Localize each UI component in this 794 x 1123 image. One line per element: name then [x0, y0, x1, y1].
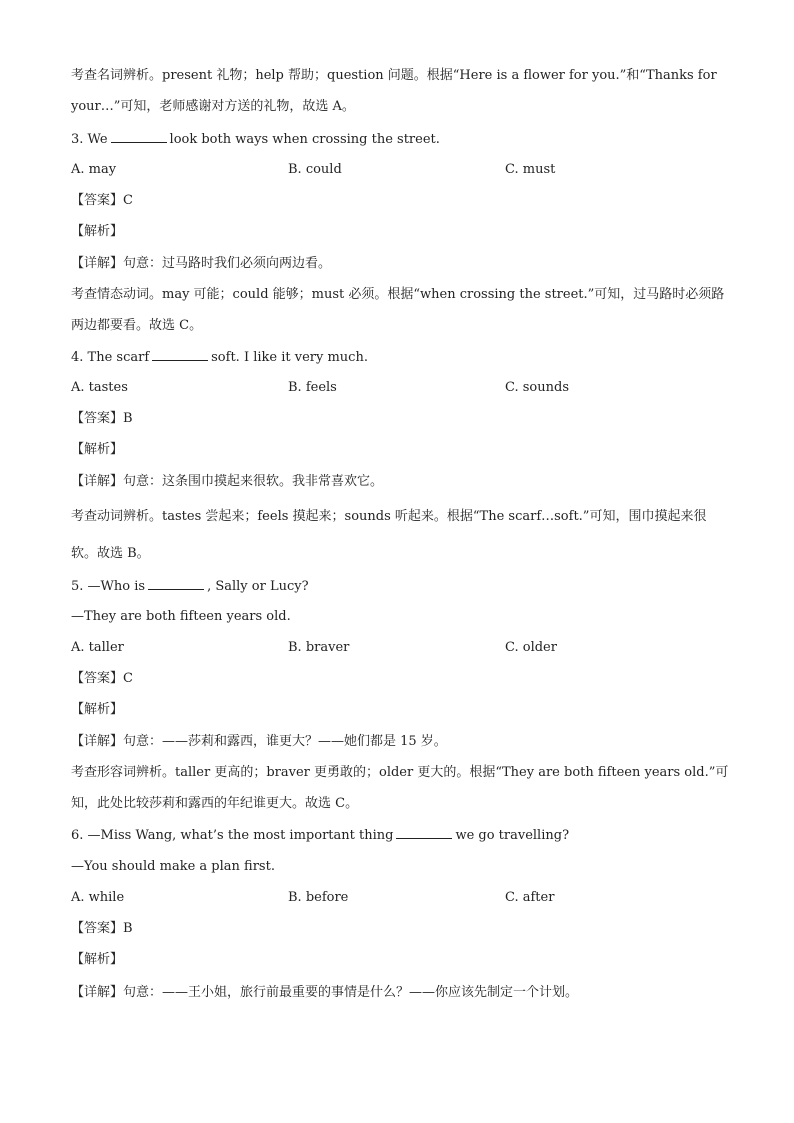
- q5-stem: [71, 577, 714, 596]
- q5-answer: 【答案】C: [71, 671, 133, 686]
- q5-detail: 【详解】句意：——莎莉和露西，谁更大？——她们都是 15 岁。: [71, 734, 447, 749]
- q3-detail: 【详解】句意：过马路时我们必须向两边看。: [71, 256, 332, 271]
- q3-explanation-line1: 考查情态动词。may 可能；could 能够；must 必须。根据“when crossing the street.”可知，过马路时必须路: [71, 287, 725, 302]
- q3-stem: [71, 130, 714, 149]
- q5-blank: [148, 577, 204, 590]
- q4-option-b: B. feels: [288, 380, 337, 395]
- q4-explanation-line1: 考查动词辨析。tastes 尝起来；feels 摸起来；sounds 听起来。根据“The scarf…soft.”可知，围巾摸起来很: [71, 509, 707, 524]
- q6-option-b: B. before: [288, 890, 349, 905]
- q6-analysis-label: 【解析】: [71, 952, 124, 967]
- q5-option-c: C. older: [505, 640, 557, 655]
- q3-stem-before: 3. We: [71, 132, 108, 147]
- q3-analysis-label: 【解析】: [71, 224, 124, 239]
- q2-explanation-line1: 考查名词辨析。present 礼物；help 帮助；question 问题。根据“Here is a flower for you.”和“Thanks for: [71, 68, 717, 83]
- q3-blank: [111, 130, 167, 143]
- q4-stem-after: soft. I like it very much.: [211, 350, 368, 365]
- q6-option-a: A. while: [71, 890, 125, 905]
- q6-stem-before: 6. —Miss Wang, what’s the most important thing: [71, 828, 394, 843]
- q3-option-c: C. must: [505, 162, 556, 177]
- q3-explanation-line2: 两边都要看。故选 C。: [71, 318, 203, 333]
- q3-answer: 【答案】C: [71, 193, 133, 208]
- q5-explanation-line1: 考查形容词辨析。taller 更高的；braver 更勇敢的；older 更大的。根据“They are both fifteen years old.”可: [71, 765, 729, 780]
- q4-analysis-label: 【解析】: [71, 442, 124, 457]
- q4-explanation-line2: 软。故选 B。: [71, 546, 150, 561]
- q4-stem-before: 4. The scarf: [71, 350, 150, 365]
- q6-detail: 【详解】句意：——王小姐，旅行前最重要的事情是什么？——你应该先制定一个计划。: [71, 985, 579, 1000]
- q5-stem-before: 5. —Who is: [71, 579, 146, 594]
- q4-answer: 【答案】B: [71, 411, 133, 426]
- q4-option-c: C. sounds: [505, 380, 569, 395]
- q6-stem-after: we go travelling?: [455, 828, 570, 843]
- q3-option-a: A. may: [71, 162, 117, 177]
- q3-option-b: B. could: [288, 162, 342, 177]
- q5-explanation-line2: 知，此处比较莎莉和露西的年纪谁更大。故选 C。: [71, 796, 359, 811]
- q5-reply: —They are both fifteen years old.: [71, 609, 291, 624]
- q4-stem: [71, 348, 714, 367]
- q3-stem-after: look both ways when crossing the street.: [169, 132, 440, 147]
- q4-blank: [152, 348, 208, 361]
- q4-option-a: A. tastes: [71, 380, 128, 395]
- q6-answer: 【答案】B: [71, 921, 133, 936]
- q5-analysis-label: 【解析】: [71, 702, 124, 717]
- q5-option-a: A. taller: [71, 640, 124, 655]
- q5-stem-after: , Sally or Lucy?: [207, 579, 309, 594]
- q6-stem: [71, 826, 714, 845]
- q6-option-c: C. after: [505, 890, 555, 905]
- q5-option-b: B. braver: [288, 640, 350, 655]
- q6-blank: [396, 826, 452, 839]
- q2-explanation-line2: your…”可知，老师感谢对方送的礼物，故选 A。: [71, 99, 355, 114]
- q6-reply: —You should make a plan first.: [71, 859, 275, 874]
- q4-detail: 【详解】句意：这条围巾摸起来很软。我非常喜欢它。: [71, 474, 384, 489]
